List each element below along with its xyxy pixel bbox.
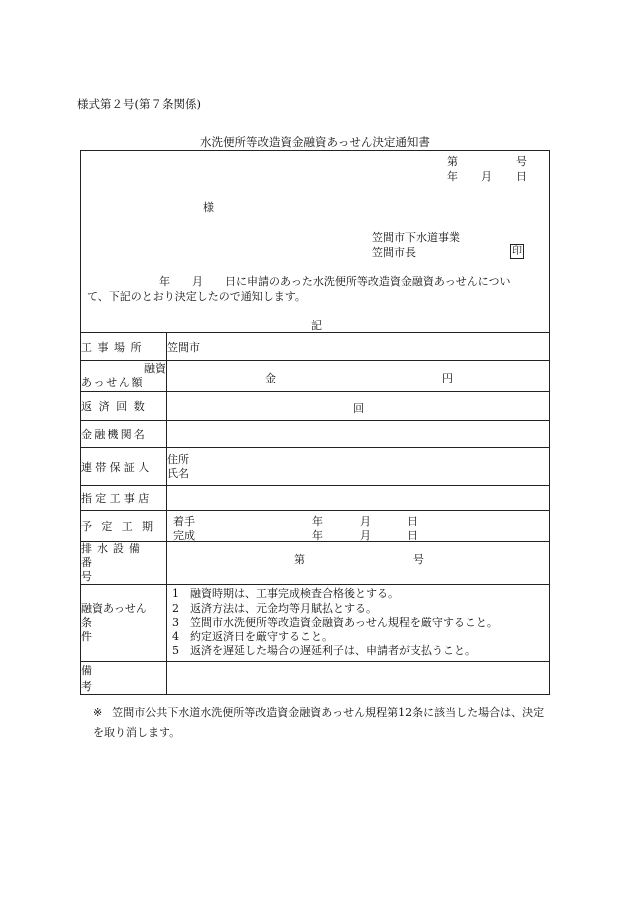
bank-name-text: 金融機関名 [81,428,147,441]
number-gou: 号 [516,155,527,168]
start-day: 日 [407,515,418,528]
document-title: 水洗便所等改造資金融資あっせん決定通知書 [200,135,430,149]
loan-label-line1: 融資 [144,362,166,375]
date-year: 年 [447,170,458,183]
footnote [93,703,553,743]
remarks-value [167,662,550,695]
remarks-label [81,662,167,695]
guarantor-value [167,448,550,486]
date-day: 日 [516,170,527,183]
finish-month: 月 [360,529,371,542]
loan-amount-label [81,361,167,392]
start-month: 月 [360,515,371,528]
guarantor-name: 氏名 [167,466,189,480]
notice-form-table [80,150,550,695]
yen-label: 円 [442,372,453,385]
start-year: 年 [312,515,323,528]
number-dai: 第 [447,155,458,168]
repayment-count-text: 返済回数 [81,400,152,413]
form-number-label: 様式第２号(第７条関係) [77,97,201,111]
bank-name-label [81,421,167,448]
notice-header-cell [81,151,550,333]
drainage-gou: 号 [413,553,424,566]
note-mark: ※ [93,706,103,719]
loan-amount-value [167,361,550,392]
repayment-count-value [167,392,550,421]
construction-site-value [167,333,550,361]
body-line-2: て、下記のとおり決定したので通知します。 [87,290,306,303]
drainage-no-value [167,542,550,585]
label-text [81,339,166,355]
kai-label: 回 [353,402,364,415]
date-month: 月 [481,170,492,183]
guarantor-label [81,448,167,486]
contractor-value [167,486,550,511]
seal-mark: 印 [512,246,522,257]
finish-year: 年 [312,529,323,542]
repayment-count-label [81,392,167,421]
label-chars: 工事場所 [81,340,147,354]
guarantor-text: 連帯保証人 [81,460,153,474]
conditions-label-line2: 条件 [81,616,131,643]
issuer-name: 笠間市長 [372,246,416,259]
conditions-label [81,585,167,662]
finish-day: 日 [407,529,418,542]
addressee-sama: 様 [203,201,214,214]
drainage-label-line2 [81,556,166,584]
construction-site-label [81,333,167,361]
schedule-start: 着手 [173,515,195,528]
body-line-1: 年 月 日に申請のあった水洗便所等改造資金融資あっせんについ [159,275,511,288]
schedule-finish: 完成 [173,529,195,542]
schedule-label [81,511,167,542]
ki-label: 記 [311,319,322,332]
construction-site-text: 笠間市 [167,340,200,354]
conditions-label-line1: 融資あっせん [81,602,147,615]
contractor-label [81,486,167,511]
schedule-text: 予定工期 [81,520,163,533]
remarks-text: 備考 [81,664,131,693]
drainage-no-label [81,542,167,585]
loan-label-line2: あっせん額 [81,376,145,389]
condition-item: 4 約定返済日を厳守すること。 [172,630,333,644]
kin-label: 金 [265,372,276,385]
condition-item: 2 返済方法は、元金均等月賦払とする。 [172,601,377,615]
contractor-text: 指定工事店 [81,492,153,505]
drainage-label-line1: 排水設備 [81,542,145,555]
conditions-value [167,585,550,662]
condition-item: 5 返済を遅延した場合の遅延利子は、申請者が支払うこと。 [172,644,476,658]
condition-item: 3 笠間市水洗便所等改造資金融資あっせん規程を厳守すること。 [172,615,498,629]
issuer-org: 笠間市下水道事業 [372,231,460,244]
drainage-label-line2-text: 番号 [81,556,130,583]
schedule-value [167,511,550,542]
note-text: 笠間市公共下水道水洗便所等改造資金融資あっせん規程第12条に該当した場合は、決定を取り消します。 [93,706,545,739]
condition-item: 1 融資時期は、工事完成検査合格後とする。 [172,587,399,601]
guarantor-address: 住所 [167,452,189,466]
bank-name-value [167,421,550,448]
drainage-dai: 第 [294,553,305,566]
